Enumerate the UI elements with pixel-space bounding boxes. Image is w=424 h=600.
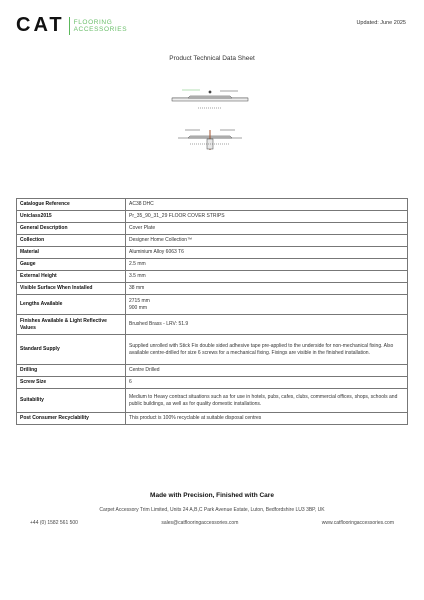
spec-label: Post Consumer Recyclability xyxy=(17,413,126,425)
spec-row xyxy=(17,199,408,211)
footer-phone: +44 (0) 1582 561 500 xyxy=(30,520,78,526)
logo-line-1: FLOORING xyxy=(73,18,113,26)
spec-row xyxy=(17,271,408,283)
spec-value: Centre Drilled xyxy=(126,365,408,377)
spec-label: Material xyxy=(17,247,126,259)
spec-label: Lengths Available xyxy=(17,295,126,315)
spec-row xyxy=(17,235,408,247)
spec-value: Supplied unrolled with Stick Fix double sided adhesive tape pre-applied to the underside for non-mechanical fixing. Also available centre-drilled for size 6 screws for a mechanical fixing. Fixings are visible in the finished installation. xyxy=(126,335,408,365)
spec-value: 3.5 mm xyxy=(126,271,408,283)
spec-value: AC38 DHC xyxy=(126,199,408,211)
logo-subtitle xyxy=(74,19,128,33)
spec-label: Collection xyxy=(17,235,126,247)
logo-line-2: ACCESSORIES xyxy=(73,25,128,33)
page-title: Product Technical Data Sheet xyxy=(169,55,255,62)
spec-label: General Description xyxy=(17,223,126,235)
spec-row xyxy=(17,223,408,235)
spec-row xyxy=(17,389,408,413)
footer-website[interactable]: www.catflooringaccessories.com xyxy=(321,520,394,526)
spec-label: Uniclass2015 xyxy=(17,211,126,223)
spec-label: Drilling xyxy=(17,365,126,377)
spec-label: External Height xyxy=(17,271,126,283)
spec-value: Designer Home Collection™ xyxy=(126,235,408,247)
spec-row xyxy=(17,335,408,365)
footer-contacts xyxy=(30,520,394,526)
profile-drawing-top xyxy=(172,90,248,108)
specification-table xyxy=(16,198,408,425)
spec-row xyxy=(17,247,408,259)
spec-value: 2.5 mm xyxy=(126,259,408,271)
spec-value: Cover Plate xyxy=(126,223,408,235)
spec-value: 38 mm xyxy=(126,283,408,295)
footer-address: Carpet Accessory Trim Limited, Units 24 A,B,C Park Avenue Estate, Luton, Bedfordshire LU3 3BP, UK xyxy=(99,507,325,513)
logo-main-text: CAT xyxy=(16,14,65,36)
spec-row xyxy=(17,365,408,377)
spec-label: Suitability xyxy=(17,389,126,413)
spec-value: 6 xyxy=(126,377,408,389)
spec-row xyxy=(17,295,408,315)
spec-value: 2715 mm 900 mm xyxy=(126,295,408,315)
footer-tagline: Made with Precision, Finished with Care xyxy=(150,492,274,499)
profile-drawing-bottom xyxy=(178,130,242,150)
spec-row xyxy=(17,283,408,295)
spec-value: Pr_35_90_31_29 FLOOR COVER STRIPS xyxy=(126,211,408,223)
spec-row xyxy=(17,211,408,223)
logo-divider xyxy=(69,17,70,35)
product-cross-section-drawing xyxy=(160,78,260,168)
updated-date: Updated: June 2025 xyxy=(356,20,406,26)
spec-label: Standard Supply xyxy=(17,335,126,365)
spec-row xyxy=(17,413,408,425)
spec-label: Screw Size xyxy=(17,377,126,389)
footer-email[interactable]: sales@catflooringaccessories.com xyxy=(161,520,239,526)
spec-value: Brushed Brass - LRV: 51.9 xyxy=(126,315,408,335)
spec-label: Finishes Available & Light Reflective Values xyxy=(17,315,126,335)
spec-label: Visible Surface When Installed xyxy=(17,283,126,295)
spec-label: Gauge xyxy=(17,259,126,271)
spec-value: Aluminium Alloy 6063 T6 xyxy=(126,247,408,259)
spec-value: This product is 100% recyclable at suitable disposal centres xyxy=(126,413,408,425)
company-logo xyxy=(16,14,127,37)
spec-row xyxy=(17,377,408,389)
spec-row xyxy=(17,315,408,335)
spec-row xyxy=(17,259,408,271)
spec-label: Catalogue Reference xyxy=(17,199,126,211)
spec-value: Medium to Heavy contract situations such as for use in hotels, pubs, cafes, clubs, commercial offices, shops, schools and public buildings, as well as for quality domestic installations. xyxy=(126,389,408,413)
